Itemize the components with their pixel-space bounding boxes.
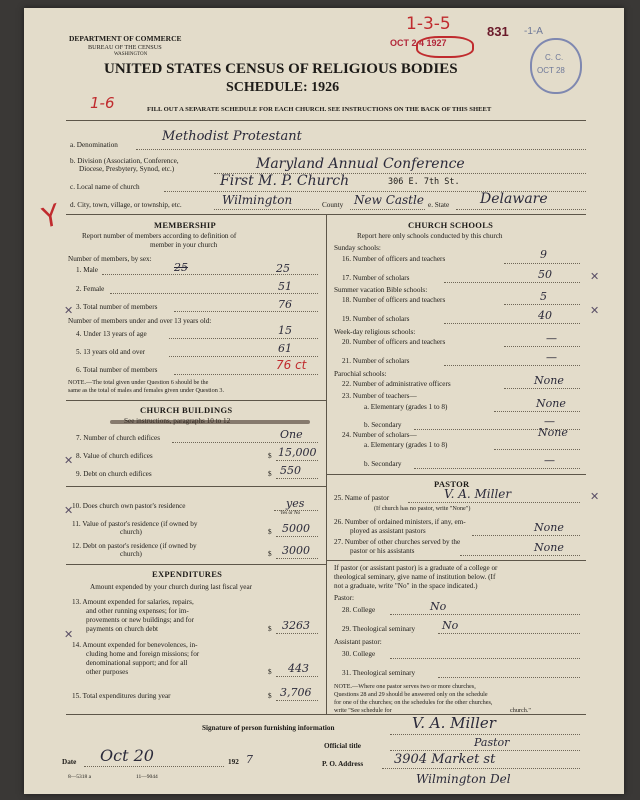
q14-label: 14. Amount expended for benevolences, in- <box>72 641 198 649</box>
q13-label-2: and other running expenses; for im- <box>86 607 189 615</box>
q20-value: — <box>546 332 557 345</box>
ink-smear <box>110 420 310 424</box>
q20-label: 20. Number of officers and teachers <box>342 338 446 346</box>
schedule-title: SCHEDULE: 1926 <box>226 80 340 95</box>
q30-label: 30. College <box>342 650 376 658</box>
q27-value: None <box>534 541 564 554</box>
q17-value: 50 <box>538 268 552 281</box>
city-label: WASHINGTON <box>114 52 148 57</box>
parochial-schools-label: Parochial schools: <box>334 370 387 378</box>
form-number: 8—5318 a <box>68 774 92 780</box>
q17-label: 17. Number of scholars <box>342 274 410 282</box>
check-mark: ✕ <box>64 629 74 641</box>
q25-label: 25. Name of pastor <box>334 494 390 502</box>
q15-dollar: $ <box>268 692 272 700</box>
expenditures-sub: Amount expended by your church during last fiscal year <box>90 583 253 591</box>
membership-heading: MEMBERSHIP <box>154 220 217 230</box>
census-schedule-sheet <box>24 8 624 794</box>
check-mark: ✕ <box>64 505 74 517</box>
q16-label: 16. Number of officers and teachers <box>342 255 446 263</box>
q14-value: 443 <box>288 662 309 675</box>
membership-intro-2: member in your church <box>150 241 218 249</box>
q19-value: 40 <box>538 309 552 322</box>
po-address-label: P. O. Address <box>322 760 364 768</box>
q22-value: None <box>534 374 564 387</box>
q7-label: 7. Number of church edifices <box>76 434 161 442</box>
year-value: 7 <box>246 753 253 766</box>
q25-sub: (If church has no pastor, write "None") <box>374 505 471 512</box>
buildings-heading: CHURCH BUILDINGS <box>140 405 233 415</box>
q24b-label: b. Secondary <box>364 460 402 468</box>
assistant-pastor-label: Assistant pastor: <box>334 638 382 646</box>
q10-sub: Yes or No <box>280 511 301 516</box>
q14-label-2: cluding home and foreign missions; for <box>86 650 200 658</box>
q21-label: 21. Number of scholars <box>342 357 410 365</box>
q4-label: 4. Under 13 years of age <box>76 330 147 338</box>
membership-intro: Report number of members according to definition of <box>82 232 237 240</box>
check-mark: ✕ <box>64 455 74 467</box>
q12-label: 12. Debt on pastor's residence (if owned by <box>72 542 197 550</box>
bureau-label: BUREAU OF THE CENSUS <box>88 44 162 51</box>
label-division-2: Diocese, Presbytery, Synod, etc.) <box>79 165 175 173</box>
q8-dollar: $ <box>268 452 272 460</box>
q26-label-2: ployed as assistant pastors <box>350 527 426 535</box>
members-by-age-label: Number of members under and over 13 years old: <box>68 317 212 325</box>
q14-dollar: $ <box>268 668 272 676</box>
pastor-note-5: church." <box>510 707 531 714</box>
q9-dollar: $ <box>268 470 272 478</box>
label-county: County <box>322 201 344 209</box>
check-mark: ✕ <box>590 305 600 317</box>
value-city: Wilmington <box>222 193 293 207</box>
q13-value: 3263 <box>282 619 310 632</box>
q23a-label: a. Elementary (grades 1 to 8) <box>364 403 448 411</box>
q24a-value: None <box>538 426 568 439</box>
q18-value: 5 <box>540 290 547 303</box>
q6-label: 6. Total number of members <box>76 366 158 374</box>
q23b-label: b. Secondary <box>364 421 402 429</box>
date-value: Oct 20 <box>100 746 154 765</box>
cc-stamp-top: C. C. <box>545 53 564 62</box>
value-local-name: First M. P. Church <box>220 173 350 189</box>
q24-label: 24. Number of scholars— <box>342 431 417 439</box>
q9-label: 9. Debt on church edifices <box>76 470 152 478</box>
pastor-note-4: write "See schedule for <box>334 707 392 714</box>
members-by-sex-label: Number of members, by sex: <box>68 255 152 263</box>
q10-value: yes <box>286 497 305 510</box>
signature-value: V. A. Miller <box>412 714 496 732</box>
q12-label-2: church) <box>120 550 142 558</box>
check-mark: ✕ <box>590 491 600 503</box>
red-annotation-top: 1-3-5 <box>406 14 451 34</box>
q22-label: 22. Number of administrative officers <box>342 380 451 388</box>
q2-value: 51 <box>278 280 292 293</box>
q14-label-3: denominational support; and for all <box>86 659 188 667</box>
q12-dollar: $ <box>268 550 272 558</box>
q13-label: 13. Amount expended for salaries, repairs, <box>72 598 194 606</box>
q11-dollar: $ <box>268 528 272 536</box>
q8-value: 15,000 <box>278 446 317 459</box>
q31-label: 31. Theological seminary <box>342 669 416 677</box>
q6-value: 76 ct <box>276 358 307 372</box>
q5-value: 61 <box>278 342 292 355</box>
q18-label: 18. Number of officers and teachers <box>342 296 446 304</box>
print-number: 11—9044 <box>136 774 158 780</box>
q2-label: 2. Female <box>76 285 105 293</box>
date-label: Date <box>62 758 77 766</box>
q29-label: 29. Theological seminary <box>342 625 416 633</box>
q16-value: 9 <box>540 248 547 261</box>
graduate-instructions-2: theological seminary, give name of institution below. (If <box>334 573 496 581</box>
po-address-value-2: Wilmington Del <box>416 772 511 786</box>
q9-value: 550 <box>280 464 301 477</box>
q1-crossed-value: 25 <box>174 261 188 274</box>
received-date-stamp: OCT 2 4 1927 <box>390 38 447 48</box>
serial-suffix: -1-A <box>524 26 543 37</box>
q28-label: 28. College <box>342 606 376 614</box>
label-state: e. State <box>428 201 450 209</box>
q11-label: 11. Value of pastor's residence (if owned by <box>72 520 198 528</box>
check-mark: ✕ <box>64 305 74 317</box>
official-title-value: Pastor <box>474 736 510 749</box>
cc-stamp-date: OCT 28 <box>537 66 565 75</box>
q19-label: 19. Number of scholars <box>342 315 410 323</box>
membership-note: NOTE.—The total given under Question 6 should be the <box>68 379 209 386</box>
q21-value: — <box>546 351 557 364</box>
red-side-mark: Y <box>36 198 65 235</box>
q3-label: 3. Total number of members <box>76 303 158 311</box>
q10-label: 10. Does church own pastor's residence <box>72 502 186 510</box>
q1-label: 1. Male <box>76 266 98 274</box>
label-division: b. Division (Association, Conference, <box>70 157 179 165</box>
value-county: New Castle <box>354 193 424 207</box>
q15-value: 3,706 <box>280 686 312 699</box>
label-local-name: c. Local name of church <box>70 183 140 191</box>
q4-value: 15 <box>278 324 292 337</box>
sunday-schools-label: Sunday schools: <box>334 244 381 252</box>
q23b-value: — <box>544 415 555 428</box>
divider <box>66 120 586 121</box>
q13-label-4: payments on church debt <box>86 625 159 633</box>
q3-value: 76 <box>278 298 292 311</box>
expenditures-heading: EXPENDITURES <box>152 569 223 579</box>
summer-schools-label: Summer vacation Bible schools: <box>334 286 428 294</box>
graduate-instructions-3: not a graduate, write "No" in the space indicated.) <box>334 582 478 590</box>
value-denomination: Methodist Protestant <box>162 129 302 144</box>
form-title: UNITED STATES CENSUS OF RELIGIOUS BODIES <box>104 61 458 77</box>
q26-value: None <box>534 521 564 534</box>
q27-label-2: pastor or his assistants <box>350 547 415 555</box>
pastor-heading: PASTOR <box>434 479 470 489</box>
serial-stamp: 831 <box>487 24 509 39</box>
q27-label: 27. Number of other churches served by the <box>334 538 461 546</box>
value-state: Delaware <box>480 191 548 207</box>
q28-value: No <box>430 600 447 613</box>
q14-label-4: other purposes <box>86 668 129 676</box>
schools-heading: CHURCH SCHOOLS <box>408 220 494 230</box>
pastor-note: NOTE.—Where one pastor serves two or more churches, <box>334 683 476 690</box>
q8-label: 8. Value of church edifices <box>76 452 153 460</box>
pastor-sub-label: Pastor: <box>334 594 354 602</box>
instruction-line: FILL OUT A SEPARATE SCHEDULE FOR EACH CHURCH. SEE INSTRUCTIONS ON THE BACK OF THIS SHEET <box>147 106 492 113</box>
dept-label: DEPARTMENT OF COMMERCE <box>69 34 182 43</box>
q12-value: 3000 <box>282 544 310 557</box>
official-title-label: Official title <box>324 742 361 750</box>
q26-label: 26. Number of ordained ministers, if any, em- <box>334 518 466 526</box>
label-city: d. City, town, village, or township, etc. <box>70 201 182 209</box>
q24a-label: a. Elementary (grades 1 to 8) <box>364 441 448 449</box>
q24b-value: — <box>544 454 555 467</box>
pastor-note-3: for one of the churches; on the schedules for the other churches, <box>334 699 493 706</box>
q11-value: 5000 <box>282 522 310 535</box>
q13-label-3: provements or new buildings; and for <box>86 616 194 624</box>
label-denomination: a. Denomination <box>70 141 118 149</box>
q23a-value: None <box>536 397 566 410</box>
q11-label-2: church) <box>120 528 142 536</box>
po-address-value: 3904 Market st <box>394 752 496 767</box>
weekday-schools-label: Week-day religious schools: <box>334 328 416 336</box>
check-mark: ✕ <box>590 271 600 283</box>
schools-intro: Report here only schools conducted by this church <box>357 232 503 240</box>
value-church-address: 306 E. 7th St. <box>388 177 460 187</box>
red-circle-mark <box>416 36 474 58</box>
q1-value: 25 <box>276 262 290 275</box>
q15-label: 15. Total expenditures during year <box>72 692 171 700</box>
q25-value: V. A. Miller <box>444 487 512 501</box>
membership-note-2: same as the total of males and females given under Question 3. <box>68 387 225 394</box>
year-prefix: 192 <box>228 758 239 766</box>
signature-label: Signature of person furnishing information <box>202 724 335 732</box>
pastor-note-2: Questions 28 and 29 should be answered only on the schedule <box>334 691 488 698</box>
q29-value: No <box>442 619 459 632</box>
q23-label: 23. Number of teachers— <box>342 392 417 400</box>
q5-label: 5. 13 years old and over <box>76 348 146 356</box>
value-division: Maryland Annual Conference <box>256 156 465 172</box>
graduate-instructions: If pastor (or assistant pastor) is a graduate of a college or <box>334 564 498 572</box>
q7-value: One <box>280 428 303 441</box>
q13-dollar: $ <box>268 625 272 633</box>
red-annotation-left: 1-6 <box>90 94 115 112</box>
